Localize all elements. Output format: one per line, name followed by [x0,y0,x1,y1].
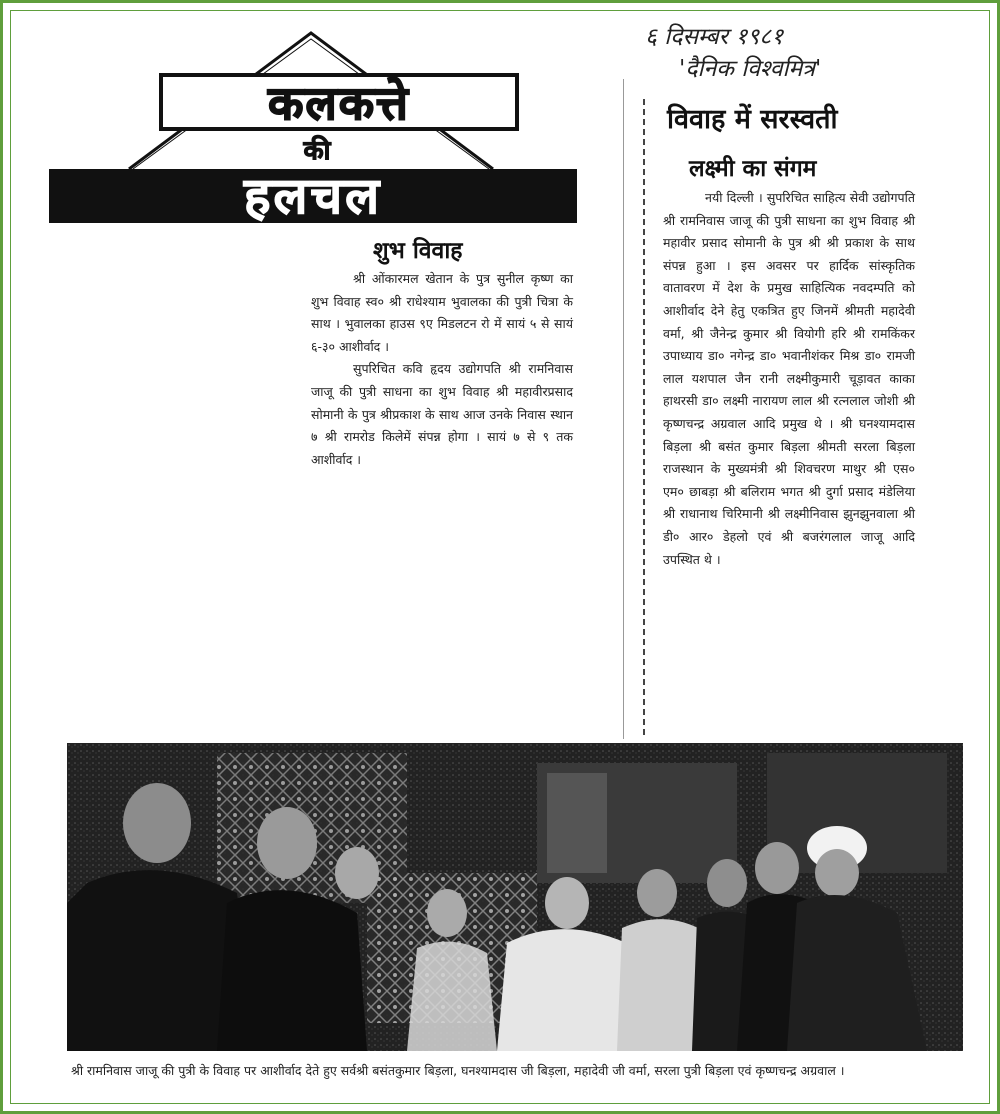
masthead-line3: हलचल [243,167,383,225]
photo-caption: श्री रामनिवास जाजू की पुत्री के विवाह पर आशीर्वाद देते हुए सर्वश्री बसंतकुमार बिड़ला, घनश्यामदास जी बिड़ला, महादेवी जी वर्मा, सरला पुत्री बिड़ला एवं कृष्णचन्द्र अग्रवाल । [71,1063,845,1078]
article-title: विवाह में सरस्वती [667,104,838,135]
handwritten-date: ६ दिसम्बर १९८१ [645,24,784,50]
masthead-line2: की [303,136,331,166]
article-body [663,187,915,571]
masthead-band [49,169,577,223]
shubh-vivah-heading: शुभ विवाह [373,238,463,264]
article-paragraph: नयी दिल्ली । सुपरिचित साहित्य सेवी उद्योगपति श्री रामनिवास जाजू की पुत्री साधना का शुभ विवाह श्री महावीर प्रसाद सोमानी के पुत्र श्री श्री प्रकाश के साथ संपन्न हुआ । इस अवसर पर हार्दिक सांस्कृतिक वातावरण में देश के प्रमुख साहित्यिक नवदम्पति को आशीर्वाद देने हेतु एकत्रित हुए जिनमें श्रीमती महादेवी वर्मा, श्री जैनेन्द्र कुमार श्री वियोगी हरि श्री रामकिंकर उपाध्याय डा० नगेन्द्र डा० भवानीशंकर मिश्र डा० रामजी लाल यशपाल जैन रानी लक्ष्मीकुमारी चूड़ावत काका हाथरसी डा० लक्ष्मी नारायण लाल श्री रत्नलाल जोशी श्री कृष्णचन्द्र अग्रवाल आदि प्रमुख थे । श्री घनश्यामदास बिड़ला श्री बसंत कुमार बिड़ला श्रीमती सरला बिड़ला राजस्थान के मुख्यमंत्री श्री शिवचरण माथुर श्री एस० एम० छाबड़ा श्री बलिराम भगत श्री दुर्गा प्रसाद मंडेलिया श्री राधानाथ चिरिमानी श्री लक्ष्मीनिवास झुनझुनवाला श्री डी० आर० डेहलो एवं श्री बजरंगलाल जाजू आदि उपस्थित थे । [663,190,915,567]
masthead-line1: कलकत्ते [268,76,410,130]
wedding-photo [67,743,963,1051]
shubh-vivah-paragraph-2: सुपरिचित कवि हृदय उद्योगपति श्री रामनिवास जाजू की पुत्री साधना का शुभ विवाह श्री महावीरप्रसाद सोमानी के पुत्र श्रीप्रकाश के साथ आज उनके निवास स्थान ७ श्री रामरोड किलेमें संपन्न होगा । सायं ७ से ९ तक आशीर्वाद । [311,361,573,467]
shubh-vivah-paragraph-1: श्री ओंकारमल खेतान के पुत्र सुनील कृष्ण का शुभ विवाह स्व० श्री राधेश्याम भुवालका की पुत्री चित्रा के साथ । भुवालका हाउस ९ए मिडलटन रो में सायं ५ से सायं ६-३० आशीर्वाद । [311,271,573,354]
column-divider-line [623,79,624,739]
dashed-cut-line [643,99,645,739]
masthead [49,29,579,229]
shubh-vivah-body [311,268,573,471]
photo-illustration [67,743,963,1051]
handwritten-paper-name: 'दैनिक विश्वमित्र' [679,56,822,82]
masthead-top-box [159,73,519,131]
article-subtitle: लक्ष्मी का संगम [689,156,817,182]
